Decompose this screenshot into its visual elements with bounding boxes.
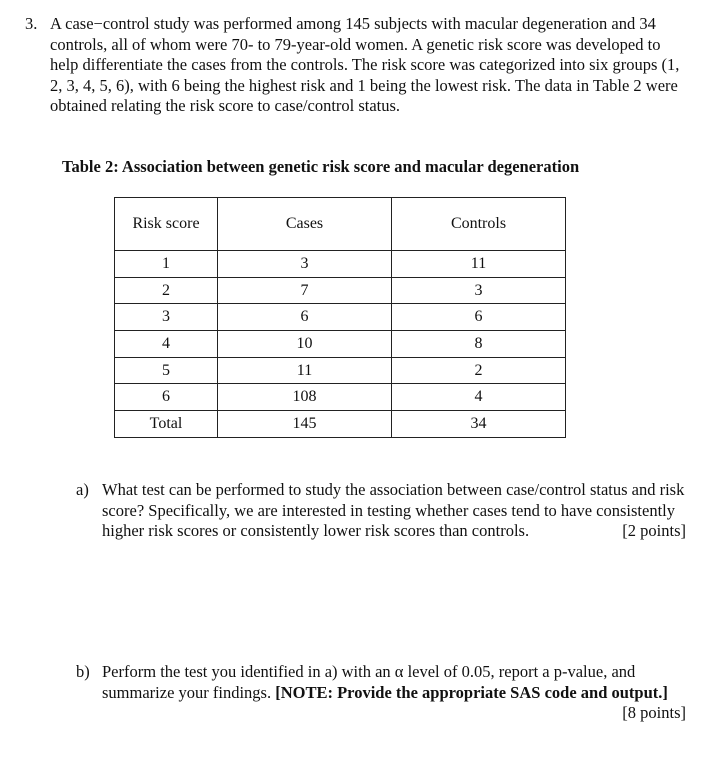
- cell-risk: 2: [115, 277, 218, 304]
- cell-controls: 34: [392, 411, 566, 438]
- table-row: [115, 277, 566, 304]
- cell-risk: 5: [115, 357, 218, 384]
- table-total-row: [115, 411, 566, 438]
- part-b: [76, 662, 686, 724]
- table-row: [115, 357, 566, 384]
- part-a: [76, 480, 686, 542]
- cell-cases: 108: [218, 384, 392, 411]
- part-b-label: b): [76, 662, 90, 681]
- header-risk-score: Risk score: [115, 198, 218, 251]
- cell-risk: 1: [115, 251, 218, 278]
- cell-risk: Total: [115, 411, 218, 438]
- part-a-text: What test can be performed to study the association between case/control status and risk score? Specifically, we are interested in testing whether cases tend to have consistently higher risk scores or consistently lower risk scores than controls.: [102, 480, 685, 540]
- part-a-points: [2 points]: [622, 521, 686, 540]
- cell-cases: 3: [218, 251, 392, 278]
- cell-risk: 3: [115, 304, 218, 331]
- part-b-text: Perform the test you identified in a) with an α level of 0.05, report a p-value, and summarize your findings.: [102, 662, 636, 702]
- table-caption: Table 2: Association between genetic risk score and macular degeneration: [62, 157, 580, 176]
- part-b-note: [NOTE: Provide the appropriate SAS code and output.]: [275, 682, 668, 702]
- question-text: A case−control study was performed among 145 subjects with macular degeneration and 34 controls, all of whom were 70- to 79-year-old women. A genetic risk score was developed to help differentiate the cases from the controls. The risk score was categorized into six groups (1, 2, 3, 4, 5, 6), with 6 being the highest risk and 1 being the lowest risk. The data in Table 2 were obtained relating the risk score to case/control status.: [50, 14, 680, 115]
- table-row: [115, 251, 566, 278]
- part-a-label: a): [76, 480, 89, 499]
- cell-cases: 6: [218, 304, 392, 331]
- header-controls: Controls: [392, 198, 566, 251]
- cell-controls: 3: [392, 277, 566, 304]
- cell-cases: 7: [218, 277, 392, 304]
- cell-controls: 11: [392, 251, 566, 278]
- table-row: [115, 304, 566, 331]
- cell-cases: 11: [218, 357, 392, 384]
- risk-score-table: [114, 197, 566, 438]
- cell-cases: 10: [218, 331, 392, 358]
- cell-risk: 4: [115, 331, 218, 358]
- cell-cases: 145: [218, 411, 392, 438]
- header-cases: Cases: [218, 198, 392, 251]
- cell-risk: 6: [115, 384, 218, 411]
- table-row: [115, 331, 566, 358]
- cell-controls: 8: [392, 331, 566, 358]
- cell-controls: 4: [392, 384, 566, 411]
- part-b-points: [8 points]: [622, 703, 686, 722]
- table-header-row: [115, 198, 566, 251]
- cell-controls: 6: [392, 304, 566, 331]
- cell-controls: 2: [392, 357, 566, 384]
- table-row: [115, 384, 566, 411]
- question-number: 3.: [25, 14, 38, 33]
